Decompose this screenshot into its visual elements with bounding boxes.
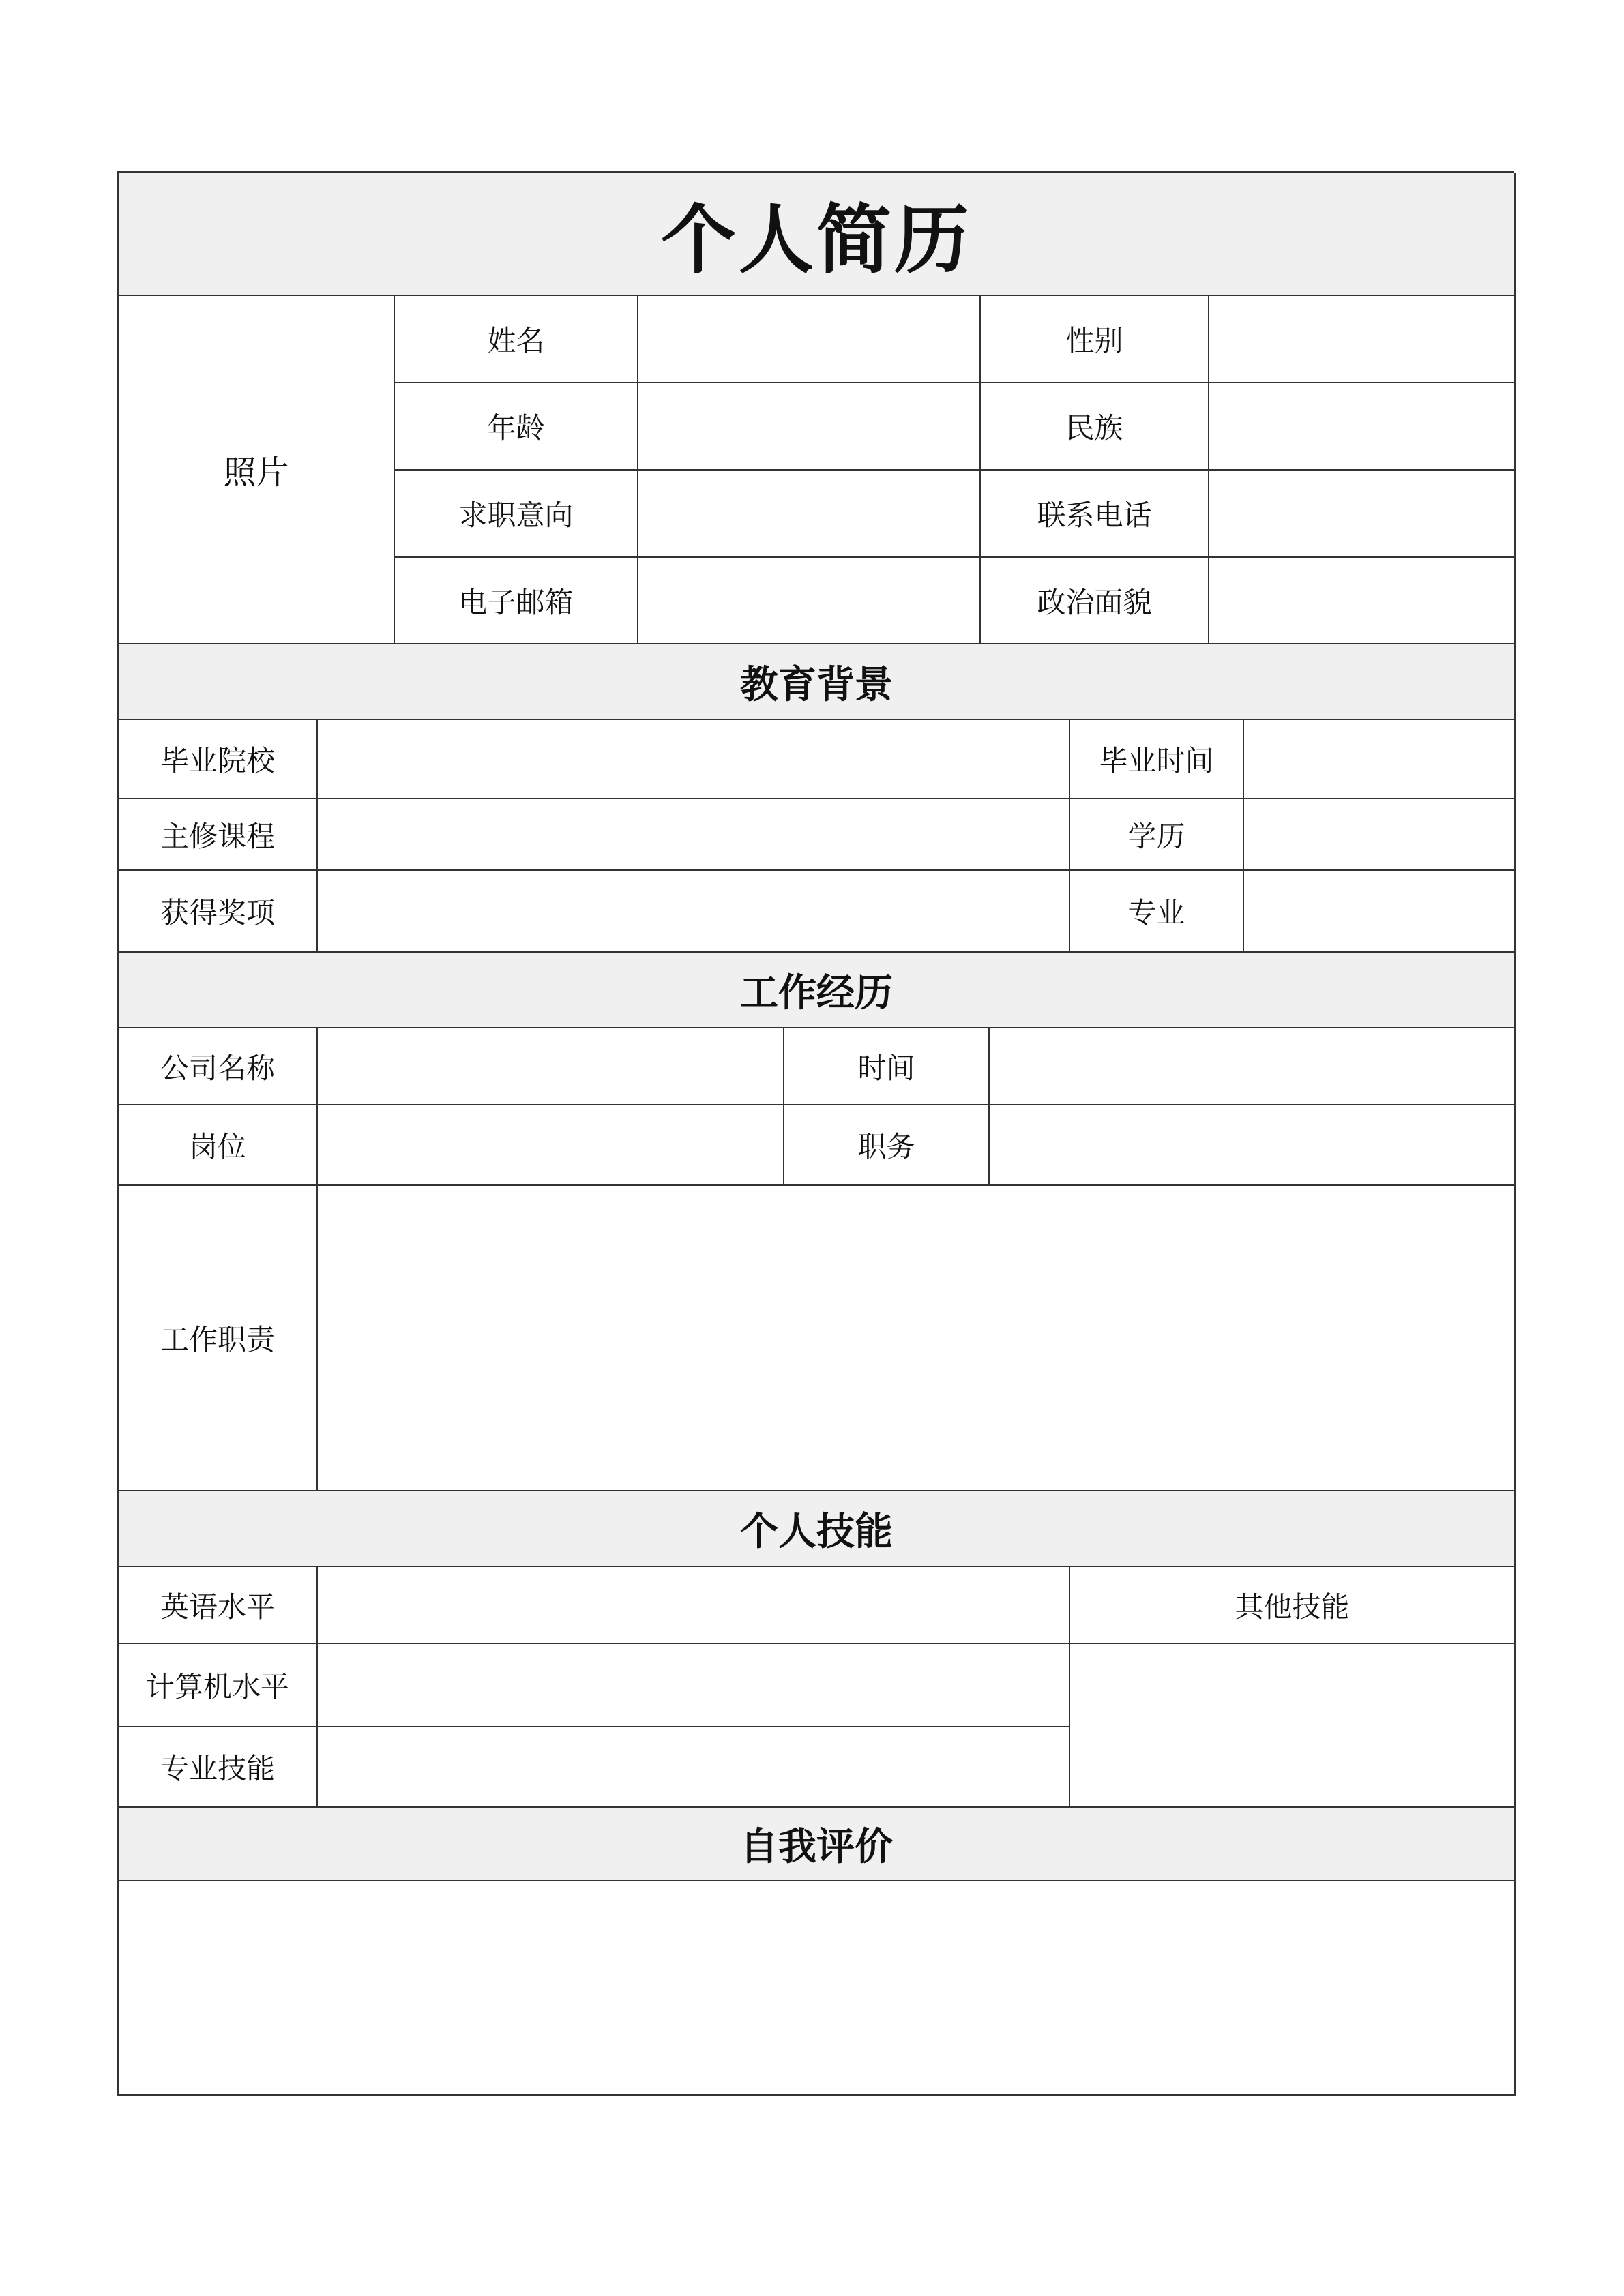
responsibilities-field[interactable] xyxy=(318,1186,1516,1491)
gender-label: 性别 xyxy=(981,296,1209,383)
email-field[interactable] xyxy=(638,558,981,644)
skills-section-header xyxy=(117,1491,1514,1567)
work-heading: 工作经历 xyxy=(119,953,1516,1028)
awards-field[interactable] xyxy=(318,871,1070,953)
resume-sheet xyxy=(117,171,1514,2096)
personal-info-table xyxy=(117,296,1514,644)
work-time-field[interactable] xyxy=(990,1028,1516,1105)
professional-field[interactable] xyxy=(318,1727,1070,1808)
self-eval-table xyxy=(117,1881,1514,2096)
gender-field[interactable] xyxy=(1209,296,1516,383)
school-label: 毕业院校 xyxy=(119,720,318,799)
position-label: 岗位 xyxy=(119,1105,318,1186)
page-title: 个人简历 xyxy=(119,173,1516,296)
english-field[interactable] xyxy=(318,1567,1070,1644)
photo-cell[interactable]: 照片 xyxy=(119,296,395,644)
education-heading: 教育背景 xyxy=(119,644,1516,720)
self-eval-section-header xyxy=(117,1808,1514,1881)
english-label: 英语水平 xyxy=(119,1567,318,1644)
education-table xyxy=(117,720,1514,953)
other-skills-label: 其他技能 xyxy=(1070,1567,1516,1644)
responsibilities-label: 工作职责 xyxy=(119,1186,318,1491)
political-label: 政治面貌 xyxy=(981,558,1209,644)
skills-table xyxy=(117,1567,1514,1808)
skills-heading: 个人技能 xyxy=(119,1491,1516,1567)
email-label: 电子邮箱 xyxy=(395,558,638,644)
school-field[interactable] xyxy=(318,720,1070,799)
ethnicity-label: 民族 xyxy=(981,383,1209,471)
work-section-header xyxy=(117,953,1514,1028)
phone-field[interactable] xyxy=(1209,471,1516,558)
awards-label: 获得奖项 xyxy=(119,871,318,953)
major-label: 专业 xyxy=(1070,871,1244,953)
company-label: 公司名称 xyxy=(119,1028,318,1105)
education-section-header xyxy=(117,644,1514,720)
age-label: 年龄 xyxy=(395,383,638,471)
job-intent-label: 求职意向 xyxy=(395,471,638,558)
work-table xyxy=(117,1028,1514,1491)
duty-title-label: 职务 xyxy=(784,1105,990,1186)
computer-label: 计算机水平 xyxy=(119,1644,318,1727)
position-field[interactable] xyxy=(318,1105,784,1186)
other-skills-field[interactable] xyxy=(1070,1644,1516,1808)
company-field[interactable] xyxy=(318,1028,784,1105)
title-row xyxy=(117,171,1514,296)
name-field[interactable] xyxy=(638,296,981,383)
political-field[interactable] xyxy=(1209,558,1516,644)
degree-field[interactable] xyxy=(1244,799,1516,871)
computer-field[interactable] xyxy=(318,1644,1070,1727)
work-time-label: 时间 xyxy=(784,1028,990,1105)
courses-field[interactable] xyxy=(318,799,1070,871)
ethnicity-field[interactable] xyxy=(1209,383,1516,471)
job-intent-field[interactable] xyxy=(638,471,981,558)
duty-title-field[interactable] xyxy=(990,1105,1516,1186)
courses-label: 主修课程 xyxy=(119,799,318,871)
self-eval-heading: 自我评价 xyxy=(119,1808,1516,1881)
degree-label: 学历 xyxy=(1070,799,1244,871)
grad-time-field[interactable] xyxy=(1244,720,1516,799)
phone-label: 联系电话 xyxy=(981,471,1209,558)
grad-time-label: 毕业时间 xyxy=(1070,720,1244,799)
age-field[interactable] xyxy=(638,383,981,471)
major-field[interactable] xyxy=(1244,871,1516,953)
professional-label: 专业技能 xyxy=(119,1727,318,1808)
name-label: 姓名 xyxy=(395,296,638,383)
self-eval-field[interactable] xyxy=(119,1881,1516,2096)
